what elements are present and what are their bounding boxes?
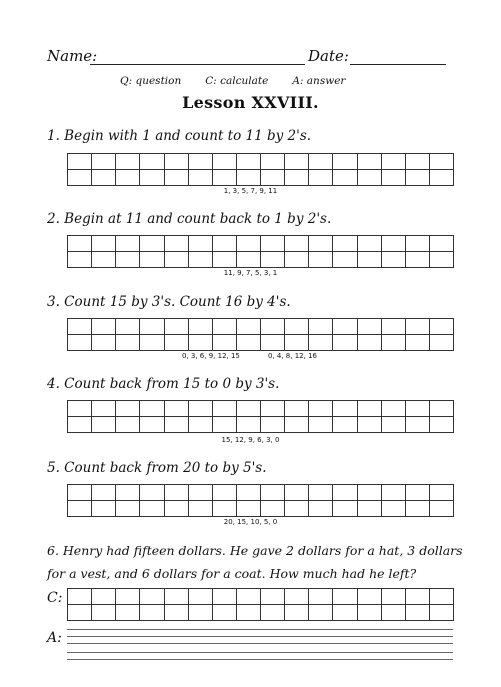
grid-cell[interactable] [333, 236, 357, 252]
grid-cell[interactable] [382, 589, 406, 605]
grid-cell[interactable] [92, 589, 116, 605]
answer-key-3a: 0, 3, 6, 9, 12, 15 [182, 352, 240, 360]
grid-cell[interactable] [382, 170, 406, 186]
grid-cell[interactable] [116, 401, 140, 417]
grid-cell[interactable] [261, 401, 285, 417]
grid-cell[interactable] [189, 605, 213, 621]
grid-cell[interactable] [382, 335, 406, 351]
grid-cell[interactable] [261, 335, 285, 351]
grid-cell[interactable] [309, 170, 333, 186]
answer-key-5: 20, 15, 10, 5, 0 [223, 518, 278, 526]
grid-cell[interactable] [68, 485, 92, 501]
grid-cell[interactable] [333, 605, 357, 621]
grid-cell[interactable] [189, 417, 213, 433]
grid-cell[interactable] [261, 154, 285, 170]
grid-cell[interactable] [165, 170, 189, 186]
grid-cell[interactable] [358, 154, 382, 170]
legend [120, 75, 420, 87]
grid-cell[interactable] [213, 252, 237, 268]
grid-cell[interactable] [116, 252, 140, 268]
grid-cell[interactable] [285, 170, 309, 186]
grid-cell[interactable] [333, 154, 357, 170]
grid-cell[interactable] [382, 605, 406, 621]
grid-cell[interactable] [358, 485, 382, 501]
grid-cell[interactable] [285, 589, 309, 605]
grid-cell[interactable] [261, 252, 285, 268]
grid-cell[interactable] [165, 485, 189, 501]
grid-cell[interactable] [68, 319, 92, 335]
grid-cell[interactable] [140, 589, 164, 605]
answer-grid-2[interactable] [67, 235, 454, 268]
grid-cell[interactable] [92, 335, 116, 351]
answer-label: A: [47, 630, 62, 646]
grid-cell[interactable] [165, 335, 189, 351]
grid-cell[interactable] [358, 319, 382, 335]
answer-line-3[interactable] [67, 643, 453, 644]
answer-line-2[interactable] [67, 636, 453, 637]
grid-cell[interactable] [189, 319, 213, 335]
grid-cell[interactable] [213, 501, 237, 517]
grid-cell[interactable] [116, 485, 140, 501]
grid-cell[interactable] [309, 252, 333, 268]
grid-cell[interactable] [358, 401, 382, 417]
grid-cell[interactable] [116, 501, 140, 517]
grid-cell[interactable] [213, 417, 237, 433]
grid-cell[interactable] [165, 154, 189, 170]
grid-cell[interactable] [261, 605, 285, 621]
grid-cell[interactable] [237, 335, 261, 351]
question-2: 2. Begin at 11 and count back to 1 by 2's. [47, 211, 332, 227]
grid-cell[interactable] [92, 485, 116, 501]
grid-cell[interactable] [213, 605, 237, 621]
legend-calculate: C: calculate [205, 75, 269, 87]
answer-key-2: 11, 9, 7, 5, 3, 1 [223, 269, 278, 277]
answer-key-3b: 0, 4, 8, 12, 16 [268, 352, 317, 360]
grid-cell[interactable] [382, 252, 406, 268]
grid-cell[interactable] [406, 589, 430, 605]
grid-cell[interactable] [309, 236, 333, 252]
grid-cell[interactable] [406, 417, 430, 433]
grid-cell[interactable] [68, 335, 92, 351]
grid-cell[interactable] [406, 154, 430, 170]
grid-cell[interactable] [285, 319, 309, 335]
grid-cell[interactable] [189, 589, 213, 605]
grid-cell[interactable] [116, 589, 140, 605]
answer-line-5[interactable] [67, 659, 453, 660]
grid-cell[interactable] [237, 236, 261, 252]
grid-cell[interactable] [285, 417, 309, 433]
grid-cell[interactable] [92, 154, 116, 170]
grid-cell[interactable] [430, 319, 454, 335]
grid-cell[interactable] [406, 252, 430, 268]
grid-cell[interactable] [165, 417, 189, 433]
grid-cell[interactable] [261, 589, 285, 605]
grid-cell[interactable] [116, 236, 140, 252]
grid-cell[interactable] [285, 154, 309, 170]
grid-cell[interactable] [358, 252, 382, 268]
grid-cell[interactable] [92, 170, 116, 186]
grid-cell[interactable] [213, 401, 237, 417]
grid-cell[interactable] [430, 401, 454, 417]
grid-cell[interactable] [309, 589, 333, 605]
grid-cell[interactable] [213, 236, 237, 252]
grid-cell[interactable] [285, 236, 309, 252]
grid-cell[interactable] [358, 170, 382, 186]
grid-cell[interactable] [333, 417, 357, 433]
grid-cell[interactable] [92, 252, 116, 268]
grid-cell[interactable] [165, 501, 189, 517]
grid-cell[interactable] [140, 236, 164, 252]
grid-cell[interactable] [68, 501, 92, 517]
grid-cell[interactable] [309, 154, 333, 170]
grid-cell[interactable] [140, 401, 164, 417]
grid-cell[interactable] [92, 605, 116, 621]
grid-cell[interactable] [430, 236, 454, 252]
grid-cell[interactable] [165, 236, 189, 252]
answer-grid-5[interactable] [67, 484, 454, 517]
grid-cell[interactable] [116, 335, 140, 351]
grid-cell[interactable] [430, 605, 454, 621]
grid-cell[interactable] [406, 605, 430, 621]
grid-cell[interactable] [165, 589, 189, 605]
grid-cell[interactable] [68, 401, 92, 417]
grid-cell[interactable] [309, 319, 333, 335]
grid-cell[interactable] [333, 335, 357, 351]
date-label: Date: [308, 47, 349, 65]
answer-grid-4[interactable] [67, 400, 454, 433]
grid-cell[interactable] [382, 485, 406, 501]
grid-cell[interactable] [430, 417, 454, 433]
grid-cell[interactable] [165, 605, 189, 621]
name-field[interactable] [90, 64, 305, 65]
grid-cell[interactable] [430, 154, 454, 170]
grid-cell[interactable] [189, 236, 213, 252]
grid-cell[interactable] [285, 335, 309, 351]
grid-cell[interactable] [68, 605, 92, 621]
grid-cell[interactable] [213, 335, 237, 351]
grid-cell[interactable] [68, 236, 92, 252]
question-1: 1. Begin with 1 and count to 11 by 2's. [47, 128, 312, 144]
grid-cell[interactable] [140, 319, 164, 335]
grid-cell[interactable] [285, 501, 309, 517]
grid-cell[interactable] [213, 589, 237, 605]
grid-cell[interactable] [333, 485, 357, 501]
grid-cell[interactable] [309, 417, 333, 433]
grid-cell[interactable] [333, 501, 357, 517]
grid-cell[interactable] [237, 170, 261, 186]
question-6-line-2: for a vest, and 6 dollars for a coat. How much had he left? [47, 566, 417, 581]
grid-cell[interactable] [285, 401, 309, 417]
grid-cell[interactable] [140, 501, 164, 517]
grid-cell[interactable] [430, 335, 454, 351]
grid-cell[interactable] [237, 589, 261, 605]
grid-cell[interactable] [189, 401, 213, 417]
grid-cell[interactable] [140, 485, 164, 501]
grid-cell[interactable] [189, 170, 213, 186]
legend-question: Q: question [120, 75, 182, 87]
grid-cell[interactable] [213, 319, 237, 335]
grid-cell[interactable] [406, 485, 430, 501]
grid-cell[interactable] [430, 501, 454, 517]
grid-cell[interactable] [92, 417, 116, 433]
grid-cell[interactable] [406, 501, 430, 517]
grid-cell[interactable] [140, 154, 164, 170]
grid-cell[interactable] [309, 605, 333, 621]
grid-cell[interactable] [333, 252, 357, 268]
grid-cell[interactable] [406, 401, 430, 417]
grid-cell[interactable] [430, 485, 454, 501]
grid-cell[interactable] [237, 319, 261, 335]
grid-cell[interactable] [189, 485, 213, 501]
answer-grid-1[interactable] [67, 153, 454, 186]
answer-grid-3[interactable] [67, 318, 454, 351]
grid-cell[interactable] [430, 252, 454, 268]
grid-cell[interactable] [165, 319, 189, 335]
grid-cell[interactable] [406, 170, 430, 186]
grid-cell[interactable] [165, 252, 189, 268]
grid-cell[interactable] [382, 501, 406, 517]
legend-answer: A: answer [292, 75, 346, 87]
calculate-label: C: [47, 590, 63, 606]
grid-cell[interactable] [92, 501, 116, 517]
grid-cell[interactable] [116, 319, 140, 335]
grid-cell[interactable] [237, 501, 261, 517]
grid-cell[interactable] [213, 154, 237, 170]
grid-cell[interactable] [189, 501, 213, 517]
grid-cell[interactable] [237, 401, 261, 417]
question-4: 4. Count back from 15 to 0 by 3's. [47, 376, 280, 392]
grid-cell[interactable] [68, 154, 92, 170]
grid-cell[interactable] [358, 417, 382, 433]
grid-cell[interactable] [309, 335, 333, 351]
grid-cell[interactable] [261, 170, 285, 186]
grid-cell[interactable] [92, 236, 116, 252]
grid-cell[interactable] [237, 417, 261, 433]
grid-cell[interactable] [358, 589, 382, 605]
grid-cell[interactable] [68, 589, 92, 605]
grid-cell[interactable] [406, 236, 430, 252]
grid-cell[interactable] [116, 605, 140, 621]
grid-cell[interactable] [309, 401, 333, 417]
grid-cell[interactable] [430, 589, 454, 605]
grid-cell[interactable] [68, 252, 92, 268]
grid-cell[interactable] [189, 252, 213, 268]
grid-cell[interactable] [140, 252, 164, 268]
grid-cell[interactable] [116, 154, 140, 170]
grid-cell[interactable] [237, 252, 261, 268]
grid-cell[interactable] [285, 605, 309, 621]
grid-cell[interactable] [333, 401, 357, 417]
grid-cell[interactable] [213, 170, 237, 186]
grid-cell[interactable] [333, 589, 357, 605]
grid-cell[interactable] [382, 401, 406, 417]
grid-cell[interactable] [382, 236, 406, 252]
name-label: Name: [47, 47, 98, 65]
grid-cell[interactable] [92, 401, 116, 417]
grid-cell[interactable] [140, 335, 164, 351]
grid-cell[interactable] [382, 154, 406, 170]
grid-cell[interactable] [309, 501, 333, 517]
grid-cell[interactable] [68, 170, 92, 186]
grid-cell[interactable] [261, 319, 285, 335]
grid-cell[interactable] [358, 236, 382, 252]
grid-cell[interactable] [358, 335, 382, 351]
grid-cell[interactable] [333, 170, 357, 186]
answer-line-4[interactable] [67, 652, 453, 653]
grid-cell[interactable] [406, 319, 430, 335]
grid-cell[interactable] [358, 501, 382, 517]
grid-cell[interactable] [116, 417, 140, 433]
grid-cell[interactable] [92, 319, 116, 335]
grid-cell[interactable] [358, 605, 382, 621]
grid-cell[interactable] [189, 335, 213, 351]
grid-cell[interactable] [261, 417, 285, 433]
grid-cell[interactable] [261, 485, 285, 501]
question-5: 5. Count back from 20 to by 5's. [47, 460, 267, 476]
answer-line-1[interactable] [67, 629, 453, 630]
grid-cell[interactable] [261, 236, 285, 252]
grid-cell[interactable] [165, 401, 189, 417]
question-6-line-1: 6. Henry had fifteen dollars. He gave 2 dollars for a hat, 3 dollars [47, 543, 463, 558]
calculate-grid[interactable] [67, 588, 454, 621]
grid-cell[interactable] [237, 605, 261, 621]
answer-key-1: 1, 3, 5, 7, 9, 11 [223, 187, 278, 195]
date-field[interactable] [350, 64, 446, 65]
question-3: 3. Count 15 by 3's. Count 16 by 4's. [47, 294, 291, 310]
grid-cell[interactable] [140, 170, 164, 186]
grid-cell[interactable] [309, 485, 333, 501]
grid-cell[interactable] [406, 335, 430, 351]
grid-cell[interactable] [237, 154, 261, 170]
grid-cell[interactable] [382, 417, 406, 433]
grid-cell[interactable] [116, 170, 140, 186]
grid-cell[interactable] [285, 485, 309, 501]
grid-cell[interactable] [333, 319, 357, 335]
grid-cell[interactable] [140, 605, 164, 621]
grid-cell[interactable] [189, 154, 213, 170]
grid-cell[interactable] [261, 501, 285, 517]
grid-cell[interactable] [237, 485, 261, 501]
answer-key-4: 15, 12, 9, 6, 3, 0 [221, 436, 280, 444]
grid-cell[interactable] [430, 170, 454, 186]
grid-cell[interactable] [285, 252, 309, 268]
grid-cell[interactable] [213, 485, 237, 501]
grid-cell[interactable] [140, 417, 164, 433]
grid-cell[interactable] [68, 417, 92, 433]
grid-cell[interactable] [382, 319, 406, 335]
lesson-title: Lesson XXVIII. [182, 93, 319, 112]
